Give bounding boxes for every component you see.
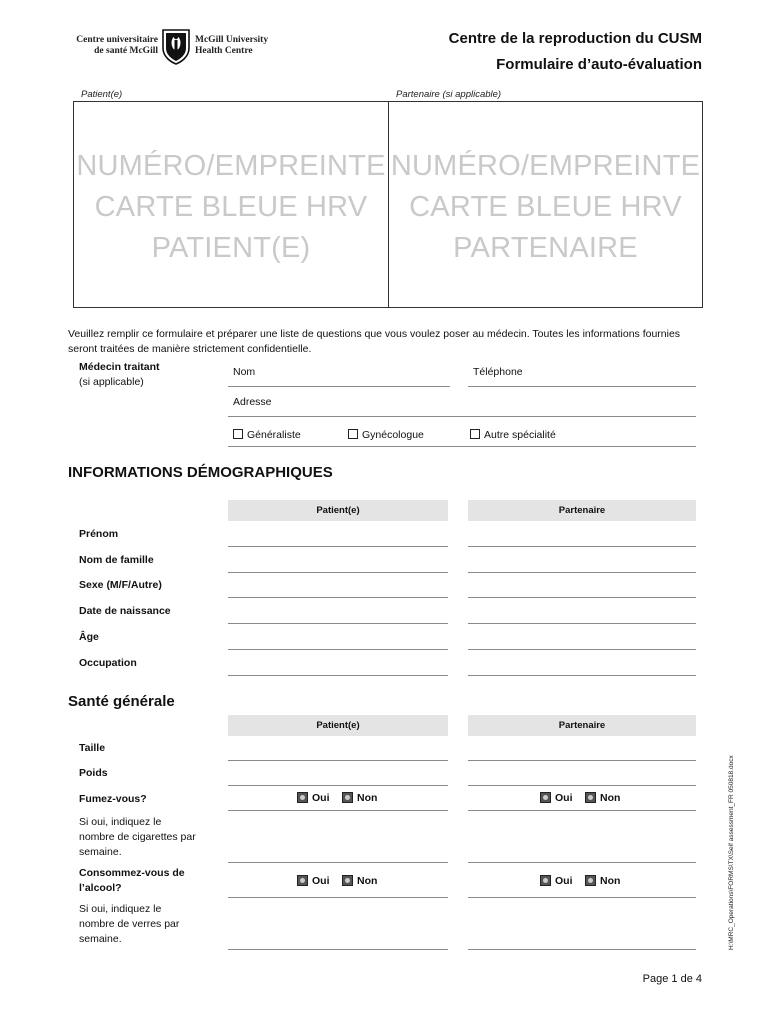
logo-left-line2: de santé McGill xyxy=(94,46,158,56)
physician-options-divider xyxy=(228,446,696,447)
radio-icon[interactable] xyxy=(297,875,308,886)
patient-date-naissance-field[interactable] xyxy=(228,623,448,624)
patient-smoke-yes[interactable] xyxy=(297,792,330,804)
partner-taille-field[interactable] xyxy=(468,760,696,761)
health-col-patient: Patient(e) xyxy=(228,715,448,736)
row-label-sexe: Sexe (M/F/Autre) xyxy=(79,579,162,591)
partner-smoke-divider xyxy=(468,810,696,811)
radio-icon[interactable] xyxy=(297,792,308,803)
partner-poids-field[interactable] xyxy=(468,785,696,786)
partner-date-naissance-field[interactable] xyxy=(468,623,696,624)
patient-smoke-no[interactable] xyxy=(342,792,377,804)
option-generaliste[interactable] xyxy=(233,425,301,443)
row-label-nom-famille: Nom de famille xyxy=(79,554,154,566)
partner-card-placeholder: NUMÉRO/EMPREINTE CARTE BLEUE HRV PARTENAIRE xyxy=(390,150,701,264)
partner-smoke-yes[interactable] xyxy=(540,792,573,804)
logo-text-french xyxy=(70,35,158,57)
partner-nom-famille-field[interactable] xyxy=(468,572,696,573)
partner-smoke-no[interactable] xyxy=(585,792,620,804)
patient-cigarettes-field[interactable] xyxy=(228,862,448,863)
demographics-col-patient: Patient(e) xyxy=(228,500,448,521)
gynecologue-label: Gynécologue xyxy=(362,429,424,441)
physician-address-label: Adresse xyxy=(233,396,272,408)
gynecologue-checkbox[interactable] xyxy=(348,429,358,439)
partner-box-label: Partenaire (si applicable) xyxy=(396,89,502,100)
radio-icon[interactable] xyxy=(342,875,353,886)
radio-icon[interactable] xyxy=(585,875,596,886)
logo-right-line1: McGill University xyxy=(195,35,269,45)
autre-specialite-checkbox[interactable] xyxy=(470,429,480,439)
patient-alcohol-divider xyxy=(228,897,448,898)
patient-verres-field[interactable] xyxy=(228,949,448,950)
partner-alcohol-divider xyxy=(468,897,696,898)
health-col-partner: Partenaire xyxy=(468,715,696,736)
mcgill-crest-icon xyxy=(161,28,191,65)
no-label: Non xyxy=(600,792,621,804)
patient-card-box[interactable] xyxy=(73,101,389,308)
patient-smoke-divider xyxy=(228,810,448,811)
physician-phone-field[interactable] xyxy=(468,386,696,387)
partner-card-box[interactable] xyxy=(388,101,703,308)
option-gynecologue[interactable] xyxy=(348,425,424,443)
radio-icon[interactable] xyxy=(342,792,353,803)
no-label: Non xyxy=(600,875,621,887)
yes-label: Oui xyxy=(555,875,573,887)
intro-text: Veuillez remplir ce formulaire et préparer une liste de questions que vous voulez poser au médecin. Toutes les informations fournies seront traitées de manière strictement confidentielle. xyxy=(68,328,681,355)
file-path-note: H:\MRC_Operations\FORMS\TX\Self assessment_FR 050818.docx xyxy=(728,755,735,950)
health-title: Santé générale xyxy=(68,693,175,710)
yes-label: Oui xyxy=(312,875,330,887)
patient-alcohol-yes[interactable] xyxy=(297,875,330,887)
option-autre-specialite[interactable] xyxy=(470,425,556,443)
row-label-poids: Poids xyxy=(79,767,108,779)
logo-right-line2: Health Centre xyxy=(195,46,253,56)
row-label-taille: Taille xyxy=(79,742,106,754)
logo-left-line1: Centre universitaire xyxy=(76,35,158,45)
page-number: Page 1 de 4 xyxy=(642,973,702,985)
radio-icon[interactable] xyxy=(540,792,551,803)
physician-phone-label: Téléphone xyxy=(473,366,523,378)
no-label: Non xyxy=(357,875,378,887)
row-label-cigarettes: Si oui, indiquez le nombre de cigarettes par semaine. xyxy=(79,816,196,858)
partner-age-field[interactable] xyxy=(468,649,696,650)
patient-age-field[interactable] xyxy=(228,649,448,650)
physician-label: Médecin traitant xyxy=(79,361,160,373)
physician-address-field[interactable] xyxy=(228,416,696,417)
row-label-occupation: Occupation xyxy=(79,657,137,669)
partner-sexe-field[interactable] xyxy=(468,597,696,598)
demographics-title: INFORMATIONS DÉMOGRAPHIQUES xyxy=(68,464,333,481)
physician-name-field[interactable] xyxy=(228,386,450,387)
no-label: Non xyxy=(357,792,378,804)
patient-sexe-field[interactable] xyxy=(228,597,448,598)
autre-specialite-label: Autre spécialité xyxy=(484,429,556,441)
patient-poids-field[interactable] xyxy=(228,785,448,786)
patient-card-placeholder: NUMÉRO/EMPREINTE CARTE BLEUE HRV PATIENT(E) xyxy=(76,150,386,264)
patient-prenom-field[interactable] xyxy=(228,546,448,547)
partner-occupation-field[interactable] xyxy=(468,675,696,676)
yes-label: Oui xyxy=(555,792,573,804)
physician-sublabel: (si applicable) xyxy=(79,376,144,388)
row-label-prenom: Prénom xyxy=(79,528,119,540)
document-title: Centre de la reproduction du CUSM xyxy=(448,30,702,47)
row-label-alcool: Consommez-vous de l’alcool? xyxy=(79,867,185,894)
radio-icon[interactable] xyxy=(540,875,551,886)
partner-cigarettes-field[interactable] xyxy=(468,862,696,863)
yes-label: Oui xyxy=(312,792,330,804)
patient-nom-famille-field[interactable] xyxy=(228,572,448,573)
logo-text-english xyxy=(195,35,305,57)
generaliste-checkbox[interactable] xyxy=(233,429,243,439)
document-subtitle: Formulaire d’auto-évaluation xyxy=(496,56,702,73)
row-label-date-naissance: Date de naissance xyxy=(79,605,171,617)
row-label-age: Âge xyxy=(79,631,99,643)
row-label-verres: Si oui, indiquez le nombre de verres par semaine. xyxy=(79,903,180,945)
partner-alcohol-yes[interactable] xyxy=(540,875,573,887)
generaliste-label: Généraliste xyxy=(247,429,301,441)
row-label-fumez-vous: Fumez-vous? xyxy=(79,793,147,805)
partner-alcohol-no[interactable] xyxy=(585,875,620,887)
physician-name-label: Nom xyxy=(233,366,256,378)
partner-prenom-field[interactable] xyxy=(468,546,696,547)
demographics-col-partner: Partenaire xyxy=(468,500,696,521)
partner-verres-field[interactable] xyxy=(468,949,696,950)
patient-occupation-field[interactable] xyxy=(228,675,448,676)
radio-icon[interactable] xyxy=(585,792,596,803)
patient-box-label: Patient(e) xyxy=(81,89,123,100)
patient-taille-field[interactable] xyxy=(228,760,448,761)
patient-alcohol-no[interactable] xyxy=(342,875,377,887)
